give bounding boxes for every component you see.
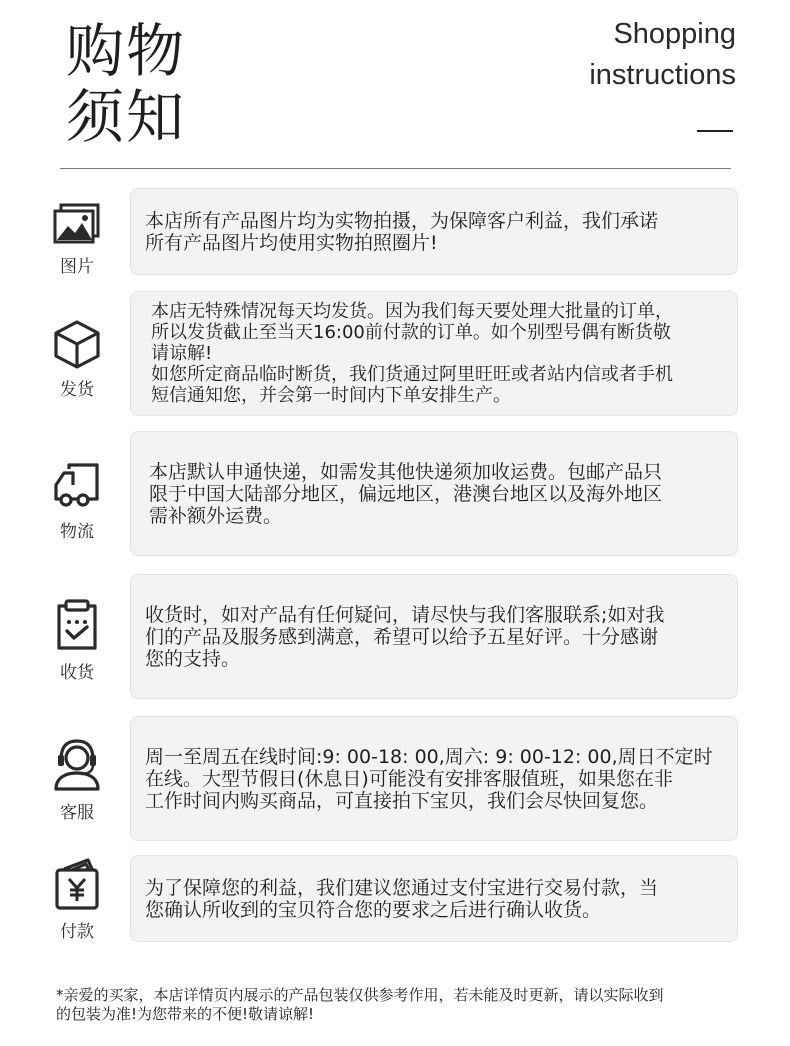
title-en-line-1: Shopping — [613, 18, 736, 50]
text-line: 所有产品图片均使用实物拍照圈片! — [145, 231, 438, 254]
delivery-truck-icon — [42, 461, 112, 511]
title-cn-line-2: 须知 — [66, 83, 187, 151]
info-box — [130, 291, 738, 416]
text-line: 本店无特殊情况每天均发货。因为我们每天要处理大批量的订单， — [151, 301, 673, 322]
header-divider — [60, 168, 731, 169]
footer-line: 的包装为准!为您带来的不便!敬请谅解! — [56, 1005, 315, 1023]
text-line: 请谅解! — [151, 343, 213, 364]
text-line: 需补额外运费。 — [149, 504, 283, 527]
page-title-cn — [66, 18, 186, 150]
section-label: 客服 — [60, 803, 94, 823]
headset-agent-icon — [42, 738, 112, 792]
footer-line: *亲爱的买家，本店详情页内展示的产品包装仅供参考作用，若未能及时更新，请以实际收到 — [56, 986, 664, 1004]
info-text — [145, 746, 713, 812]
info-box — [130, 188, 738, 275]
info-text — [145, 210, 658, 254]
info-text — [151, 301, 673, 406]
info-text — [145, 877, 658, 921]
wallet-yen-icon — [42, 857, 112, 911]
text-line: 为了保障您的利益，我们建议您通过支付宝进行交易付款，当 — [145, 876, 659, 899]
info-box — [130, 855, 738, 942]
text-line: 您确认所收到的宝贝符合您的要求之后进行确认收货。 — [145, 898, 602, 921]
clipboard-check-icon — [42, 598, 112, 652]
text-line: 们的产品及服务感到满意，希望可以给予五星好评。十分感谢 — [145, 625, 659, 648]
info-text — [149, 461, 662, 527]
text-line: 收货时，如对产品有任何疑问，请尽快与我们客服联系;如对我 — [145, 603, 665, 626]
text-line: 工作时间内购买商品，可直接拍下宝贝，我们会尽快回复您。 — [145, 789, 659, 812]
text-line: 周一至周五在线时间:9: 00-18: 00,周六: 9: 00-12: 00,周日不定时 — [145, 745, 713, 768]
package-box-icon — [42, 319, 112, 369]
section-label: 收货 — [60, 663, 94, 683]
info-text — [145, 604, 664, 670]
title-cn-line-1: 购物 — [66, 17, 187, 85]
text-line: 短信通知您，并会第一时间内下单安排生产。 — [151, 385, 511, 406]
title-dash — [697, 130, 733, 132]
text-line: 如您所定商品临时断货，我们货通过阿里旺旺或者站内信或者手机 — [151, 364, 673, 385]
title-en-line-2: instructions — [589, 59, 736, 91]
page-title-en — [589, 14, 736, 96]
image-icon — [42, 202, 112, 246]
text-line: 本店所有产品图片均为实物拍摄，为保障客户利益，我们承诺 — [145, 209, 659, 232]
footer-disclaimer — [56, 986, 746, 1024]
section-label: 付款 — [60, 922, 94, 942]
info-box — [130, 431, 738, 556]
section-label: 物流 — [60, 522, 94, 542]
text-line: 限于中国大陆部分地区，偏远地区，港澳台地区以及海外地区 — [149, 482, 663, 505]
text-line: 本店默认申通快递，如需发其他快递须加收运费。包邮产品只 — [149, 460, 663, 483]
info-box — [130, 716, 738, 841]
text-line: 您的支持。 — [145, 647, 241, 670]
info-box — [130, 574, 738, 699]
section-label: 图片 — [60, 257, 94, 277]
text-line: 在线。大型节假日(休息日)可能没有安排客服值班，如果您在非 — [145, 767, 673, 790]
section-label: 发货 — [60, 380, 94, 400]
text-line: 所以发货截止至当天16:00前付款的订单。如个别型号偶有断货敬 — [151, 322, 671, 343]
